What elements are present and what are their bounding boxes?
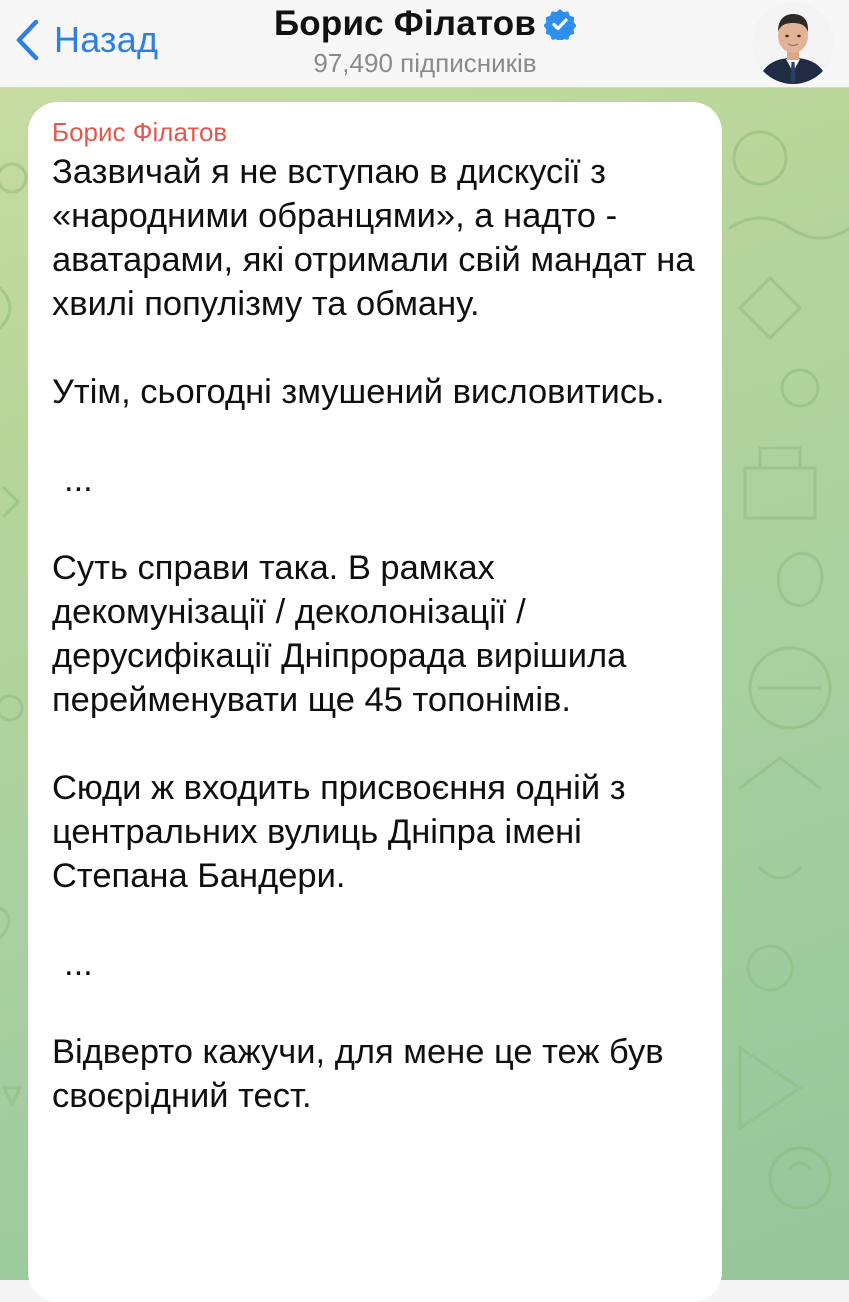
channel-avatar[interactable] bbox=[752, 2, 834, 84]
back-label: Назад bbox=[54, 19, 159, 60]
message-text bbox=[52, 150, 705, 1118]
back-button[interactable] bbox=[14, 8, 158, 72]
message-paragraph: Сюди ж входить присвоєння одній з центральних вулиць Дніпра імені Степана Бандери. bbox=[52, 769, 636, 895]
message-paragraph: Зазвичай я не вступаю в дискусії з «народними обранцями», а надто - аватарами, які отримали свій мандат на хвилі популізму та обману. bbox=[52, 153, 705, 323]
avatar-portrait bbox=[752, 2, 834, 84]
message-paragraph: Суть справи така. В рамках декомунізації / деколонізації / дерусифікації Дніпрорада вирішила перейменувати ще 45 топонімів. bbox=[52, 549, 636, 719]
message-paragraph: Відверто кажучи, для мене це теж був своєрідний тест. bbox=[52, 1033, 674, 1115]
message-author[interactable]: Борис Філатов bbox=[52, 117, 228, 147]
message-ellipsis: ... bbox=[64, 945, 93, 983]
verified-badge-icon bbox=[544, 8, 576, 40]
channel-title-block[interactable] bbox=[150, 2, 700, 79]
channel-header bbox=[0, 0, 849, 88]
message-ellipsis: ... bbox=[64, 461, 93, 499]
subscriber-count: 97,490 підписників bbox=[313, 48, 537, 78]
message-bubble[interactable] bbox=[28, 102, 722, 1302]
message-paragraph: Утім, сьогодні змушений висловитись. bbox=[52, 373, 665, 411]
channel-name: Борис Філатов bbox=[273, 4, 537, 43]
chevron-left-icon bbox=[14, 18, 40, 62]
